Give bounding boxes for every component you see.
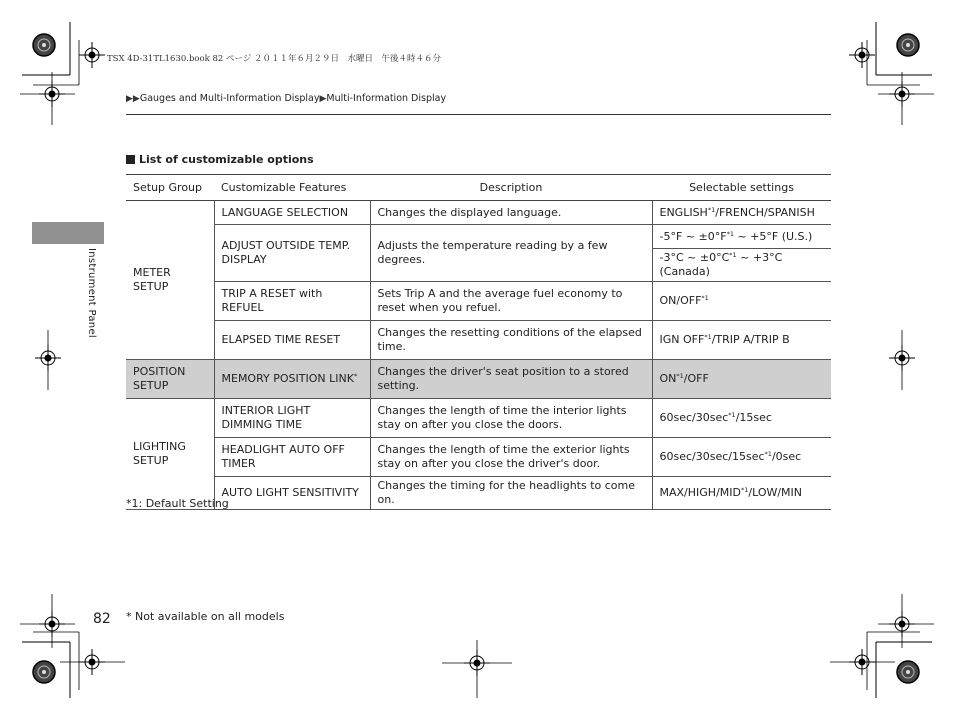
- description-cell: Changes the resetting conditions of the elapsed time.: [370, 321, 652, 360]
- footnote-ref: *1: [728, 411, 736, 419]
- table-row: [126, 201, 831, 225]
- setting-text: 60sec/30sec/15sec: [659, 450, 765, 463]
- feature-cell: ELAPSED TIME RESET: [214, 321, 370, 360]
- table-header-row: [126, 175, 831, 201]
- breadcrumb-separator-icon: ▶: [319, 94, 327, 104]
- group-position-setup: POSITION SETUP: [126, 360, 214, 399]
- feature-cell: AUTO LIGHT SENSITIVITY: [214, 477, 370, 510]
- setting-text: ON: [659, 372, 677, 385]
- setting-text: IGN OFF: [659, 333, 705, 346]
- setting-text: /0sec: [771, 450, 802, 463]
- setting-text: /15sec: [735, 411, 772, 424]
- settings-cell: [652, 201, 831, 225]
- setting-text: /FRENCH/SPANISH: [715, 205, 815, 219]
- feature-cell: LANGUAGE SELECTION: [214, 201, 370, 225]
- description-cell: Changes the driver's seat position to a stored setting.: [370, 360, 652, 399]
- setting-text: ENGLISH: [659, 205, 708, 219]
- footnote-ref: *1: [726, 229, 734, 238]
- table-row: [126, 438, 831, 477]
- feature-cell: INTERIOR LIGHT DIMMING TIME: [214, 399, 370, 438]
- feature-cell: TRIP A RESET with REFUEL: [214, 282, 370, 321]
- setting-text: ON/OFF: [659, 294, 702, 307]
- settings-cell: [652, 321, 831, 360]
- table-row: [126, 399, 831, 438]
- footnote-ref: *1: [676, 372, 684, 380]
- feature-cell: [214, 360, 370, 399]
- setting-text: ~ +5°F (U.S.): [733, 229, 813, 243]
- footnote-ref: *1: [701, 294, 709, 302]
- models-footnote: * Not available on all models: [126, 610, 285, 623]
- setting-text: /TRIP A/TRIP B: [711, 333, 790, 346]
- square-bullet-icon: [126, 155, 135, 164]
- section-title: [126, 153, 314, 166]
- description-cell: Changes the length of time the exterior lights stay on after you close the driver's door.: [370, 438, 652, 477]
- setting-text: /OFF: [683, 372, 709, 385]
- header-settings: Selectable settings: [652, 175, 831, 201]
- description-cell: Sets Trip A and the average fuel economy to reset when you refuel.: [370, 282, 652, 321]
- section-title-text: List of customizable options: [139, 153, 314, 166]
- table-row: [126, 360, 831, 399]
- page-number: 82: [93, 611, 111, 627]
- breadcrumb-level1[interactable]: Gauges and Multi-Information Display: [139, 93, 320, 104]
- table-row: [126, 321, 831, 360]
- settings-cell: [652, 399, 831, 438]
- breadcrumb-level2[interactable]: Multi-Information Display: [326, 93, 447, 104]
- breadcrumb: [126, 93, 446, 104]
- setting-text: -3°C ~ ±0°C: [659, 251, 730, 264]
- setting-text: MAX/HIGH/MID: [659, 486, 741, 499]
- footnote-ref: *1: [764, 450, 772, 458]
- description-cell: Adjusts the temperature reading by a few degrees.: [370, 225, 652, 282]
- feature-text: MEMORY POSITION LINK: [221, 372, 354, 385]
- table-row: [126, 225, 831, 249]
- footnote-ref: *1: [704, 333, 712, 341]
- header-description: Description: [370, 175, 652, 201]
- footnote-ref: *: [353, 372, 358, 380]
- setting-text: ~ +3°C (Canada): [659, 251, 783, 278]
- breadcrumb-arrows-icon: ▶▶: [126, 94, 140, 104]
- settings-cell: [652, 225, 831, 249]
- table-row: [126, 282, 831, 321]
- chapter-tab: [32, 222, 104, 244]
- settings-cell: [652, 477, 831, 510]
- description-cell: Changes the displayed language.: [370, 201, 652, 225]
- feature-cell: HEADLIGHT AUTO OFF TIMER: [214, 438, 370, 477]
- settings-cell: [652, 438, 831, 477]
- customizable-options-table: [126, 174, 831, 510]
- description-cell: Changes the timing for the headlights to come on.: [370, 477, 652, 510]
- group-meter-setup: METER SETUP: [126, 201, 214, 360]
- feature-cell: ADJUST OUTSIDE TEMP. DISPLAY: [214, 225, 370, 282]
- footnote-ref: *1: [740, 486, 749, 494]
- footnote-ref: *1: [729, 251, 737, 259]
- group-lighting-setup: LIGHTING SETUP: [126, 399, 214, 510]
- header-rule: [126, 114, 831, 115]
- header-setup-group: Setup Group: [126, 175, 214, 201]
- settings-cell: [652, 360, 831, 399]
- setting-text: 60sec/30sec: [659, 411, 729, 424]
- settings-cell: [652, 282, 831, 321]
- footnote-ref: *1: [707, 205, 716, 214]
- chapter-side-label: Instrument Panel: [86, 248, 97, 338]
- table-row: [126, 477, 831, 510]
- setting-text: /LOW/MIN: [748, 486, 803, 499]
- header-features: Customizable Features: [214, 175, 370, 201]
- settings-cell: [652, 249, 831, 282]
- print-info: TSX 4D-31TL1630.book 82 ページ ２０１１年６月２９日 水曜日 午後４時４６分: [107, 54, 442, 64]
- setting-text: -5°F ~ ±0°F: [659, 229, 727, 243]
- default-setting-footnote: *1: Default Setting: [126, 497, 229, 510]
- description-cell: Changes the length of time the interior lights stay on after you close the doors.: [370, 399, 652, 438]
